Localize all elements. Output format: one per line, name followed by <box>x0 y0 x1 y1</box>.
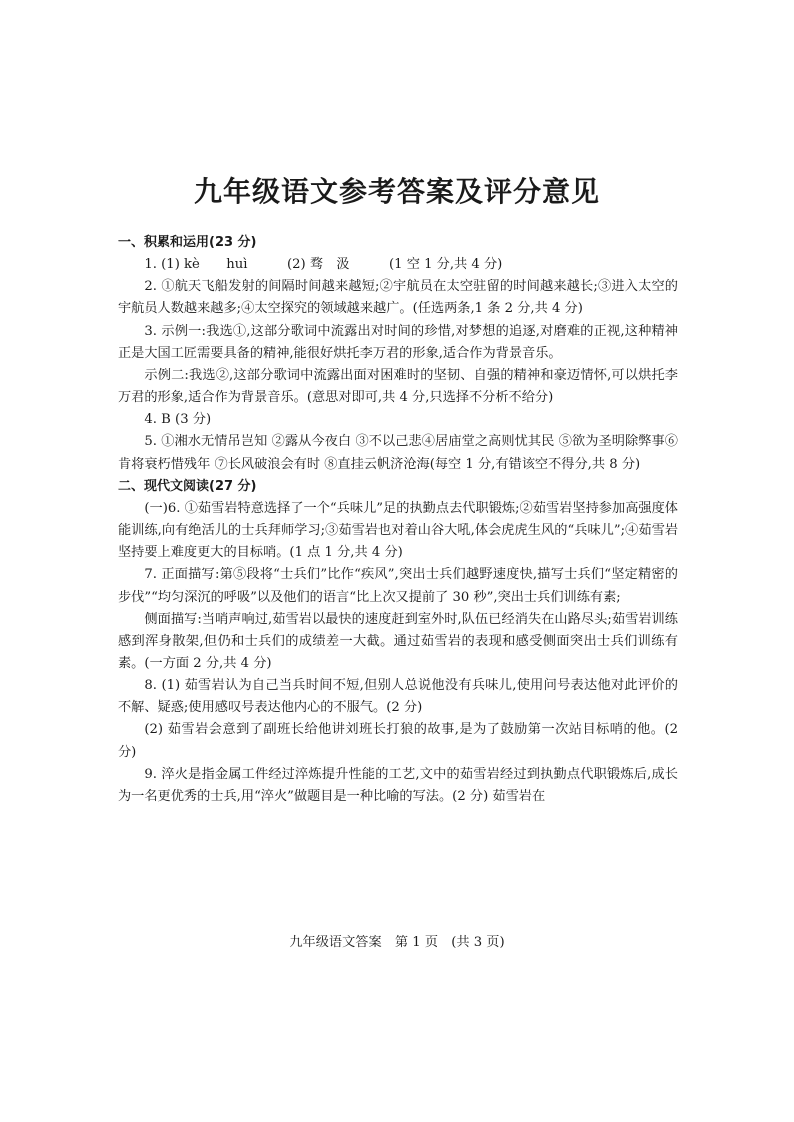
answer-paragraph: 示例二:我选②,这部分歌词中流露出面对困难时的坚韧、自强的精神和豪迈情怀,可以烘托李万君的形象,适合作为背景音乐。(意思对即可,共 4 分,只选择不分析不给分) <box>118 367 678 406</box>
answer-paragraph: 9. 淬火是指金属工件经过淬炼提升性能的工艺,文中的茹雪岩经过到执勤点代职锻炼后,成长为一名更优秀的士兵,用“淬火”做题目是一种比喻的写法。(2 分) 茹雪岩在 <box>118 766 678 804</box>
answer-paragraph: 7. 正面描写:第⑤段将“士兵们”比作“疾风”,突出士兵们越野速度快,描写士兵们“坚定精密的步伐”“均匀深沉的呼吸”以及他们的语言“比上次又提前了 30 秒”,突出士兵们训练有素; <box>118 567 678 605</box>
answer-paragraph: (一)6. ①茹雪岩特意选择了一个“兵味儿”足的执勤点去代职锻炼;②茹雪岩坚持参加高强度体能训练,向有绝活儿的士兵拜师学习;③茹雪岩也对着山谷大吼,体会虎虎生风的“兵味儿”;④茹雪岩坚持要上难度更大的目标哨。(1 点 1 分,共 4 分) <box>118 500 678 561</box>
answer-paragraph: 8. (1) 茹雪岩认为自己当兵时间不短,但别人总说他没有兵味儿,使用问号表达他对此评价的不解、疑惑;使用感叹号表达他内心的不服气。(2 分) <box>118 678 678 716</box>
page-footer: 九年级语文答案 第 1 页 (共 3 页) <box>289 935 505 950</box>
answer-paragraph: 5. ①湘水无情吊岂知 ②露从今夜白 ③不以己悲④居庙堂之高则忧其民 ⑤欲为圣明除弊事⑥肯将衰朽惜残年 ⑦长风破浪会有时 ⑧直挂云帆济沧海(每空 1 分,有错该空不得分,共 8 分) <box>118 434 678 472</box>
answer-paragraph: 3. 示例一:我选①,这部分歌词中流露出对时间的珍惜,对梦想的追逐,对磨难的正视,这种精神正是大国工匠需要具备的精神,能很好烘托李万君的形象,适合作为背景音乐。 <box>118 323 678 361</box>
answer-paragraph: (2) 茹雪岩会意到了副班长给他讲刘班长打狼的故事,是为了鼓励第一次站目标哨的他。(2 分) <box>118 722 678 760</box>
answer-paragraph: 1. (1) kè huì (2) 骛 汲 (1 空 1 分,共 4 分) <box>144 257 503 273</box>
answer-paragraph: 2. ①航天飞船发射的间隔时间越来越短;②宇航员在太空驻留的时间越来越长;③进入太空的宇航员人数越来越多;④太空探究的领域越来越广。(任选两条,1 条 2 分,共 4 分) <box>118 279 678 317</box>
answer-paragraph: 4. B (3 分) <box>144 412 212 428</box>
answer-body <box>118 232 678 808</box>
section-heading: 二、现代文阅读(27 分) <box>118 478 257 494</box>
answer-paragraph: 侧面描写:当哨声响过,茹雪岩以最快的速度赶到室外时,队伍已经消失在山路尽头;茹雪岩训练感到浑身散架,但仍和士兵们的成绩差一大截。通过茹雪岩的表现和感受侧面突出士兵们训练有素。(一方面 2 分,共 4 分) <box>118 611 678 671</box>
page-title: 九年级语文参考答案及评分意见 <box>193 175 600 208</box>
section-heading: 一、积累和运用(23 分) <box>118 235 257 250</box>
